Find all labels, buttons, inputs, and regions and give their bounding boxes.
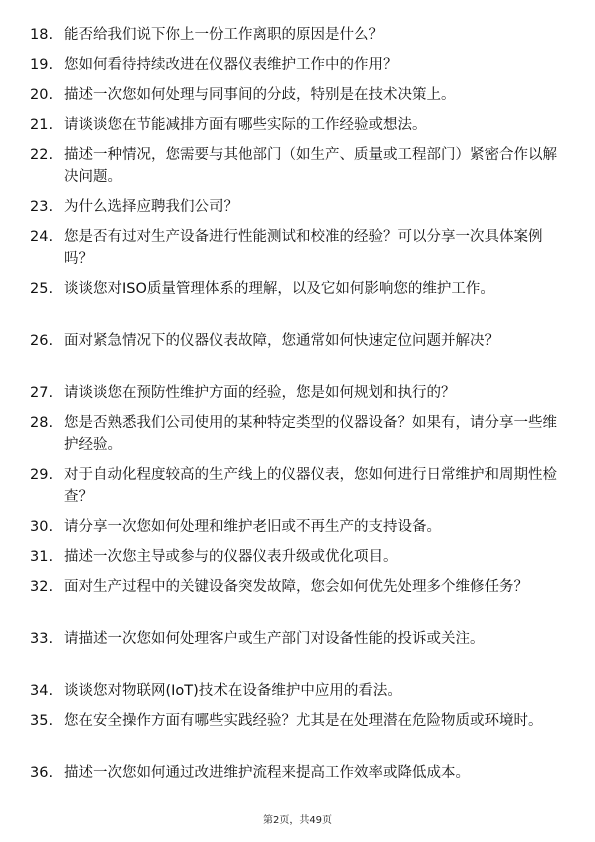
question-item <box>30 464 560 516</box>
question-item <box>30 516 560 546</box>
question-text: 您如何看待持续改进在仪器仪表维护工作中的作用？ <box>64 57 398 73</box>
question-number: 20. <box>30 87 54 103</box>
question-number: 31. <box>30 549 54 565</box>
question-text: 请谈谈您在预防性维护方面的经验，您是如何规划和执行的？ <box>64 385 456 401</box>
question-text: 谈谈您对ISO质量管理体系的理解，以及它如何影响您的维护工作。 <box>64 281 495 297</box>
question-item <box>30 762 560 792</box>
question-number: 23. <box>30 199 54 215</box>
question-number: 22. <box>30 147 54 163</box>
question-text: 描述一次您如何处理与同事间的分歧，特别是在技术决策上。 <box>64 87 456 103</box>
question-text: 谈谈您对物联网(IoT)技术在设备维护中应用的看法。 <box>64 683 402 699</box>
question-text: 请分享一次您如何处理和维护老旧或不再生产的支持设备。 <box>64 519 441 535</box>
question-number: 35. <box>30 713 54 729</box>
question-text: 描述一次您如何通过改进维护流程来提高工作效率或降低成本。 <box>64 765 470 781</box>
question-item <box>30 710 560 762</box>
question-text: 您在安全操作方面有哪些实践经验？尤其是在处理潜在危险物质或环境时。 <box>64 713 543 729</box>
question-number: 24. <box>30 229 54 245</box>
question-item <box>30 114 560 144</box>
question-item <box>30 24 560 54</box>
question-number: 25. <box>30 281 54 297</box>
question-text: 对于自动化程度较高的生产线上的仪器仪表，您如何进行日常维护和周期性检查？ <box>64 467 557 505</box>
question-item <box>30 144 560 196</box>
question-list <box>30 24 560 792</box>
question-item <box>30 226 560 278</box>
question-item <box>30 382 560 412</box>
question-item <box>30 412 560 464</box>
question-item <box>30 546 560 576</box>
page-number: 第2页，共49页 <box>262 815 333 826</box>
question-number: 28. <box>30 415 54 431</box>
question-text: 面对生产过程中的关键设备突发故障，您会如何优先处理多个维修任务？ <box>64 579 528 595</box>
question-number: 29. <box>30 467 54 483</box>
question-item <box>30 54 560 84</box>
question-text: 描述一种情况，您需要与其他部门（如生产、质量或工程部门）紧密合作以解决问题。 <box>64 147 557 185</box>
question-item <box>30 330 560 382</box>
question-number: 32. <box>30 579 54 595</box>
question-item <box>30 680 560 710</box>
question-number: 26. <box>30 333 54 349</box>
question-text: 描述一次您主导或参与的仪器仪表升级或优化项目。 <box>64 549 398 565</box>
question-item <box>30 196 560 226</box>
question-text: 为什么选择应聘我们公司？ <box>64 199 238 215</box>
question-number: 19. <box>30 57 54 73</box>
question-number: 18. <box>30 27 54 43</box>
question-text: 您是否熟悉我们公司使用的某种特定类型的仪器设备？如果有，请分享一些维护经验。 <box>64 415 557 453</box>
question-text: 您是否有过对生产设备进行性能测试和校准的经验？可以分享一次具体案例吗？ <box>64 229 543 267</box>
question-item <box>30 278 560 330</box>
question-text: 面对紧急情况下的仪器仪表故障，您通常如何快速定位问题并解决？ <box>64 333 499 349</box>
question-item <box>30 628 560 680</box>
question-number: 30. <box>30 519 54 535</box>
question-number: 33. <box>30 631 54 647</box>
question-number: 27. <box>30 385 54 401</box>
question-number: 36. <box>30 765 54 781</box>
question-text: 请谈谈您在节能减排方面有哪些实际的工作经验或想法。 <box>64 117 427 133</box>
question-number: 34. <box>30 683 54 699</box>
question-item <box>30 576 560 628</box>
question-number: 21. <box>30 117 54 133</box>
question-text: 能否给我们说下你上一份工作离职的原因是什么？ <box>64 27 383 43</box>
question-text: 请描述一次您如何处理客户或生产部门对设备性能的投诉或关注。 <box>64 631 485 647</box>
question-item <box>30 84 560 114</box>
